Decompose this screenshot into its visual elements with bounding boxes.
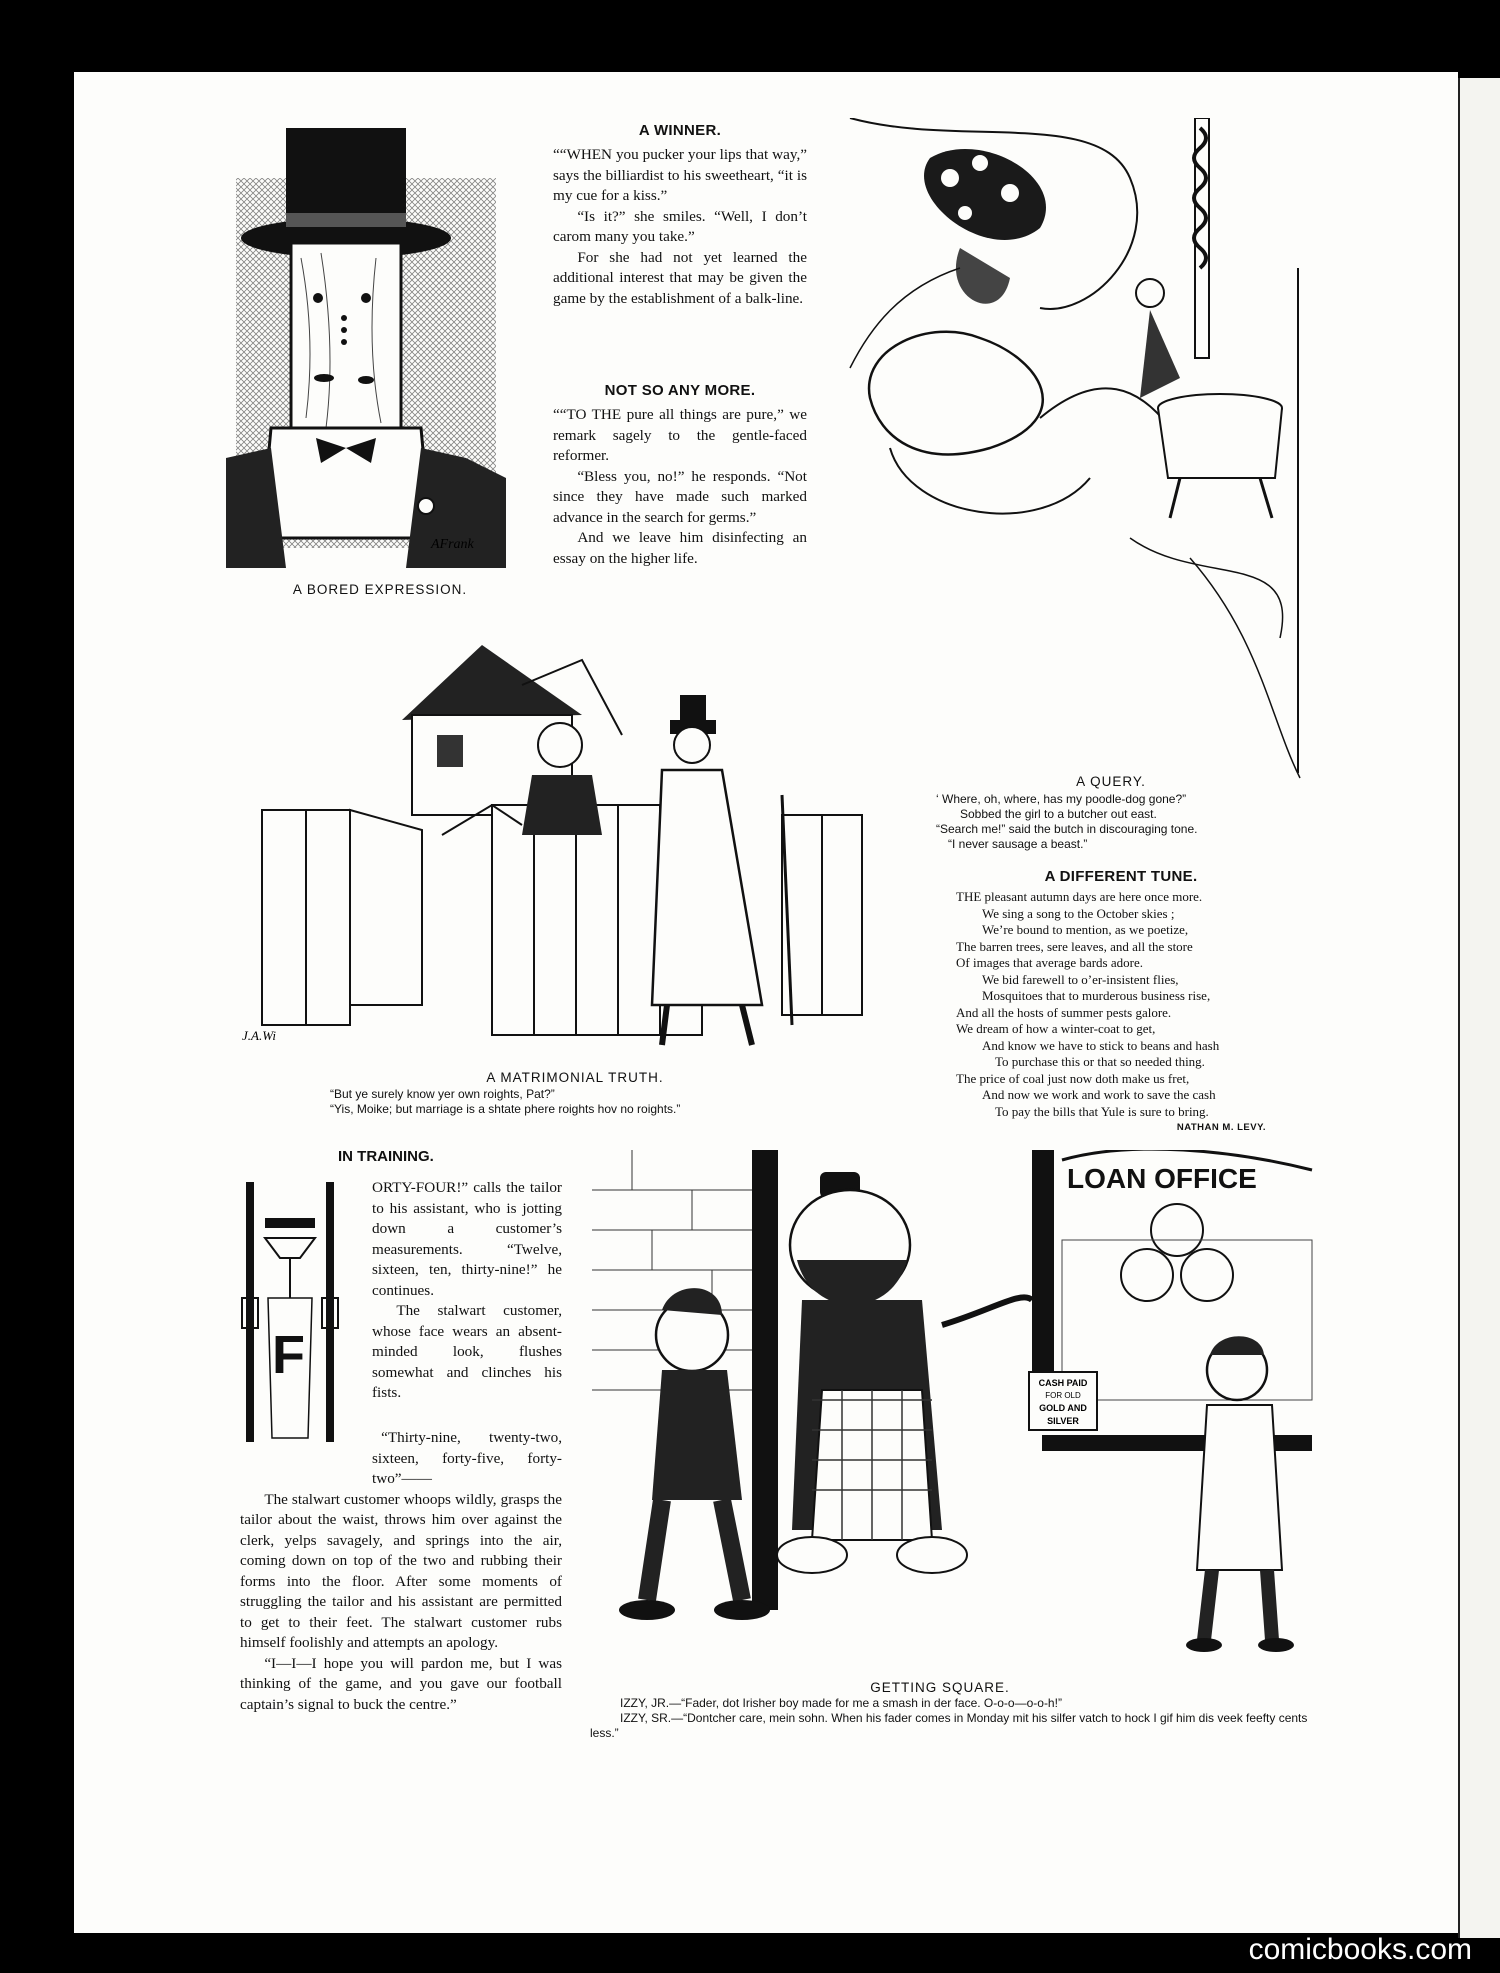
getting-square-dialogue [590,1696,1320,1741]
tune-heading: A DIFFERENT TUNE. [1044,868,1198,885]
not-so-paragraph: “Bless you, no!” he responds. “Not since they have made such marked advance in the search for germs.” [553,467,807,526]
query-line: “Search me!” said the butch in discouraging tone. [936,822,1198,836]
query-illustration [840,118,1330,788]
training-dropcap: F [272,1325,305,1385]
query-line: ‘ Where, oh, where, has my poodle-dog gone?” [936,792,1187,806]
training-paragraph: ORTY-FOUR!” calls the tailor to his assistant, who is jotting down a customer’s measurements. “Twelve, sixteen, ten, thirty-nine!” he continues. [372,1179,562,1299]
sign-line: FOR OLD [1045,1391,1081,1400]
artist-signature: AFrank [431,537,474,552]
poem-author: NATHAN M. LEVY. [1176,1122,1266,1133]
winner-paragraph: For she had not yet learned the additional interest that may be given the game by the establishment of a balk-line. [553,248,807,307]
watermark: comicbooks.com [1248,1933,1472,1966]
winner-paragraph: ““WHEN you pucker your lips that way,” says the billiardist to his sweetheart, “it is my cue for a kiss.” [553,146,807,204]
poem-line: The price of coal just now doth make us fret, [956,1070,1190,1086]
poem-line: Mosquitoes that to murderous business rise, [982,988,1211,1003]
poem-line: And all the hosts of summer pests galore. [956,1004,1172,1020]
poem-line: And now we work and work to save the cash [982,1087,1216,1102]
sign-line: SILVER [1047,1416,1079,1426]
not-so-heading: NOT SO ANY MORE. [604,382,756,399]
cash-paid-sign [1029,1372,1097,1430]
winner-heading: A WINNER. [638,122,722,139]
dialogue-line: IZZY, JR.—“Fader, dot Irisher boy made for me a smash in der face. O-o-o—o-o-h!” [620,1696,1062,1710]
poem-line: THE pleasant autumn days are here once more. [956,889,1203,904]
matrimonial-dialogue [330,1087,850,1117]
query-line: Sobbed the girl to a butcher out east. [960,807,1157,821]
training-heading: IN TRAINING. [338,1148,434,1165]
training-paragraph: The stalwart customer, whose face wears an absent-minded look, flushes somewhat and clinches his fists. [372,1302,562,1401]
poem-line: And know we have to stick to beans and hash [982,1037,1220,1053]
getting-square-caption: GETTING SQUARE. [870,1680,1010,1695]
not-so-paragraph: ““TO THE pure all things are pure,” we remark sagely to the gentle-faced reformer. [553,406,807,464]
training-body [240,1428,562,1715]
training-paragraph: “I—I—I hope you will pardon me, but I was thinking of the game, and you gave our football captain’s signal to buck the centre.” [240,1654,562,1713]
not-so-article [553,382,807,569]
poem-line: The barren trees, sere leaves, and all the store [956,938,1193,954]
sign-line: GOLD AND [1039,1403,1087,1413]
poem-line: We’re bound to mention, as we poetize, [982,922,1189,937]
poem-line: To purchase this or that so needed thing. [995,1054,1205,1069]
training-intro [372,1178,562,1404]
loan-office-sign: LOAN OFFICE [1067,1163,1257,1194]
sign-line: CASH PAID [1038,1378,1088,1388]
training-paragraph: “Thirty-nine, twenty-two, sixteen, forty-five, forty-two”—— [372,1429,562,1487]
not-so-paragraph: And we leave him disinfecting an essay on the higher life. [553,529,807,567]
training-dropcap-frame [240,1178,340,1450]
poem-line: To pay the bills that Yule is sure to bring. [995,1103,1209,1119]
query-article [936,774,1286,852]
poem-line: We sing a song to the October skies ; [982,905,1175,921]
poem-line: We bid farewell to o’er-insistent flies, [982,971,1179,987]
tune-poem [956,868,1286,1135]
next-page-edge [1458,78,1500,1938]
getting-square-illustration [592,1150,1322,1675]
dialogue-line: IZZY, SR.—“Dontcher care, mein sohn. When his fader comes in Monday mit his silfer vatch to hock I gif him dis veek feefty cents less.” [590,1711,1308,1740]
artist-signature: J.A.Wi [242,1028,276,1043]
bored-expression-caption: A BORED EXPRESSION. [292,582,468,597]
bored-expression-illustration [226,118,506,568]
dialogue-line: “But ye surely know yer own roights, Pat?” [330,1087,555,1101]
matrimonial-caption: A MATRIMONIAL TRUTH. [486,1070,664,1085]
query-line: “I never sausage a beast.” [948,837,1088,851]
winner-paragraph: “Is it?” she smiles. “Well, I don’t carom many you take.” [553,207,807,245]
poem-line: Of images that average bards adore. [956,955,1143,970]
poem-line: We dream of how a winter-coat to get, [956,1021,1156,1036]
winner-article [553,122,807,309]
dialogue-line: “Yis, Moike; but marriage is a shtate phere roights hov no roights.” [330,1102,681,1116]
matrimonial-illustration [222,625,902,1065]
query-heading: A QUERY. [1076,774,1146,789]
training-paragraph: The stalwart customer whoops wildly, grasps the tailor about the waist, throws him over against the clerk, yelps savagely, and springs into the air, coming down on top of the two and rubbing their forms into the floor. After some moments of struggling the tailor and his assistant are permitted to get to their feet. The stalwart customer rubs himself foolishly and attempts an apology. [240,1490,562,1651]
